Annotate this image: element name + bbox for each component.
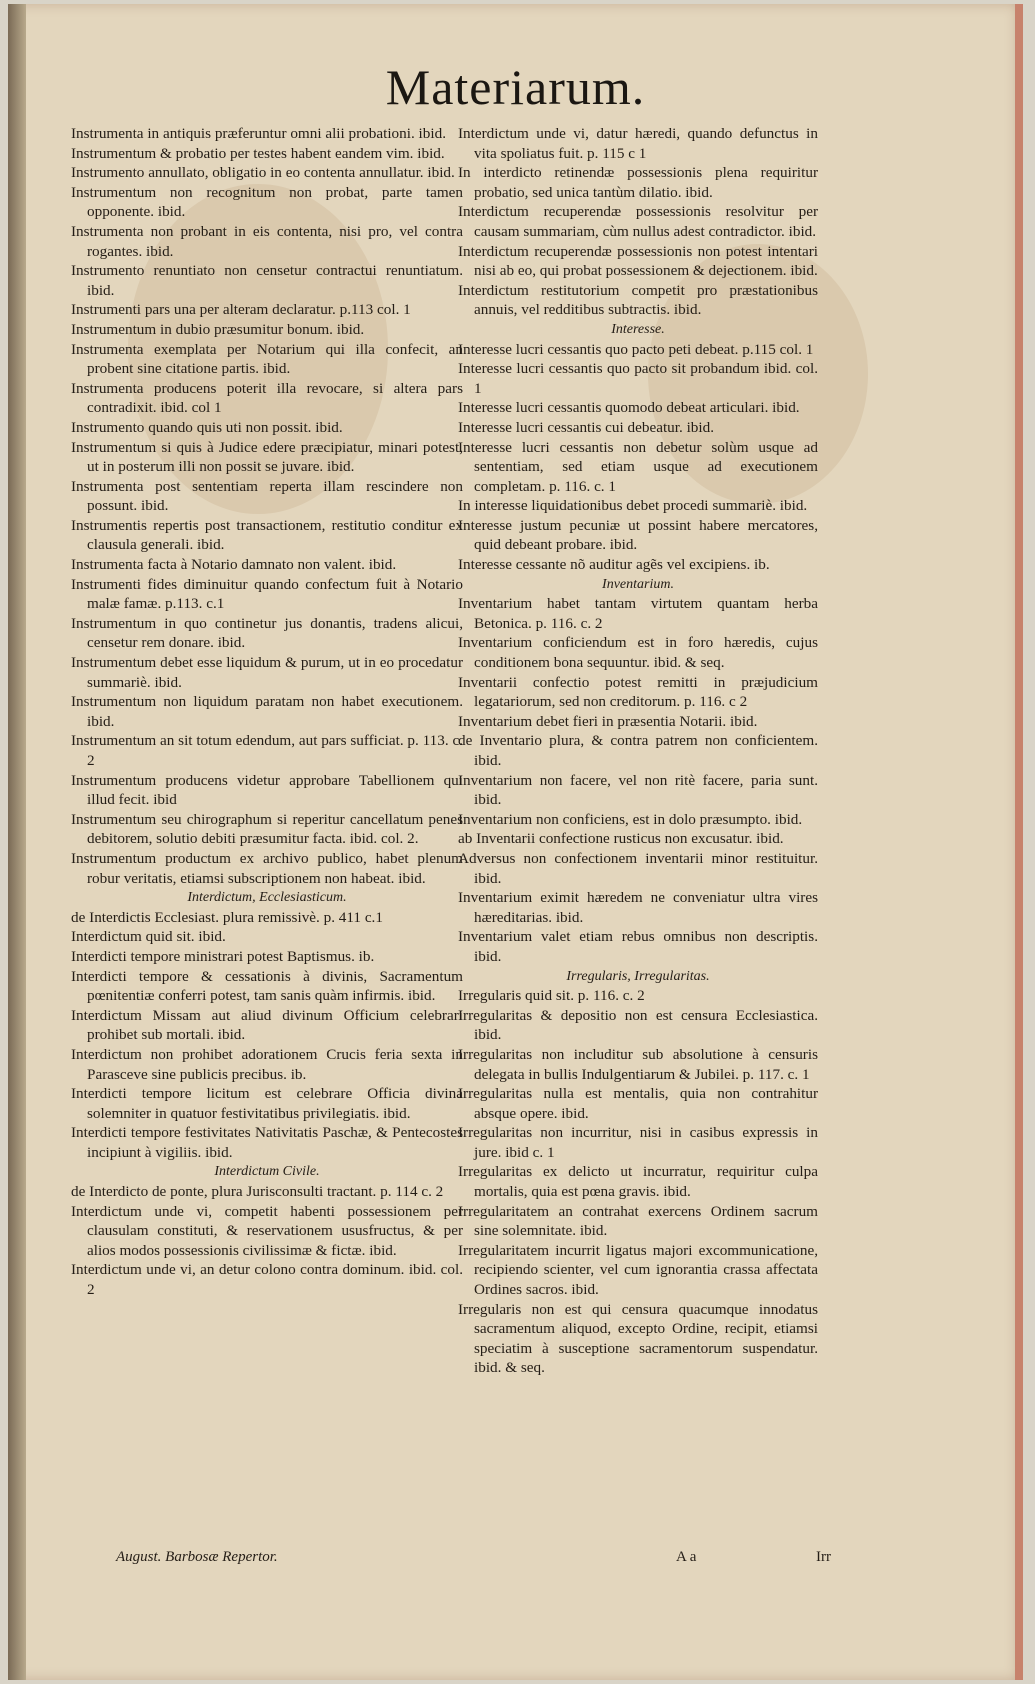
index-entry: Instrumentis repertis post transactionem, restitutio conditur ex clausula generali. ibid.: [71, 516, 463, 554]
index-entry: Instrumentum in dubio præsumitur bonum. ibid.: [71, 320, 365, 338]
book-page: [8, 4, 1023, 1680]
right-column: [458, 124, 818, 1378]
index-entry: Irregularis non est qui censura quacumque innodatus sacramentum aliquod, excepto Ordine, recipit, etiamsi speciatim à susceptione sacramentorum suspendatur. ibid. & seq.: [458, 1300, 818, 1377]
index-entry: Instrumenta post sententiam reperta illam rescindere non possunt. ibid.: [71, 477, 463, 515]
catchword-author: August. Barbosæ Repertor.: [116, 1549, 278, 1565]
index-entry: de Interdictis Ecclesiast. plura remissivè. p. 411 c.1: [71, 908, 383, 926]
section-heading: Inventarium.: [602, 576, 674, 592]
index-entry: Instrumenti fides diminuitur quando confectum fuit à Notario malæ famæ. p.113. c.1: [71, 575, 463, 613]
index-entry: Instrumentum seu chirographum si reperitur cancellatum penes debitorem, solutio debiti præsumitur facta. ibid. col. 2.: [71, 810, 463, 848]
index-entry: ab Inventarii confectione rusticus non excusatur. ibid.: [458, 830, 784, 848]
index-entry: Interdictum recuperendæ possessionis non potest intentari nisi ab eo, qui probat possessionem & dejectionem. ibid.: [458, 242, 818, 280]
index-entry: Interdictum non prohibet adorationem Crucis feria sexta in Parasceve sine publicis precibus. ib.: [71, 1045, 463, 1083]
index-entry: Interdictum unde vi, competit habenti possessionem per clausulam constituti, & reservationem ususfructus, & per alios modos possessionis civilissimæ & fictæ. ibid.: [71, 1202, 463, 1259]
index-entry: Interesse justum pecuniæ ut possint habere mercatores, quid debeant probare. ibid.: [458, 516, 818, 554]
index-entry: Irregularitas & depositio non est censura Ecclesiastica. ibid.: [458, 1006, 818, 1044]
index-entry: Interdicti tempore licitum est celebrare Officia divina solemniter in quatuor festivitatibus privilegiatis. ibid.: [71, 1085, 463, 1122]
index-entry: Interdictum unde vi, datur hæredi, quando defunctus in vita spoliatus fuit. p. 115 c 1: [458, 125, 818, 162]
index-entry: Inventarium conficiendum est in foro hæredis, cujus conditionem bona sequuntur. ibid. & seq.: [458, 634, 818, 672]
index-entry: Interdictum recuperendæ possessionis resolvitur per causam summariam, cùm nullus adest contradictor. ibid.: [458, 203, 818, 240]
index-entry: Instrumentum non recognitum non probat, parte tamen opponente. ibid.: [71, 183, 463, 221]
index-entry: Interesse cessante nõ auditur agẽs vel excipiens. ib.: [458, 556, 770, 574]
index-entry: In interdicto retinendæ possessionis plena requiritur probatio, sed unica tantùm dilatio. ibid.: [458, 164, 818, 201]
index-entry: Interesse lucri cessantis quomodo debeat articulari. ibid.: [458, 399, 800, 417]
page-edge: [1015, 4, 1023, 1680]
index-entry: Irregularitas non includitur sub absolutione à censuris delegata in bullis Indulgentiarum & Jubilei. p. 117. c. 1: [458, 1045, 818, 1083]
section-heading: Interesse.: [611, 321, 665, 337]
index-entry: Instrumentum productum ex archivo publico, habet plenum robur veritatis, etiamsi subscriptionem non habeat. ibid.: [71, 849, 463, 887]
index-entry: Irregularitatem an contrahat exercens Ordinem sacrum sine solemnitate. ibid.: [458, 1202, 818, 1240]
signature-mark: A a: [676, 1549, 697, 1565]
page-title: Materiarum.: [385, 59, 646, 115]
index-entry: Instrumentum producens videtur approbare Tabellionem qui illud fecit. ibid: [71, 771, 463, 809]
index-entry: Irregularitas nulla est mentalis, quia non contrahitur absque opere. ibid.: [458, 1085, 818, 1122]
index-entry: Inventarium debet fieri in præsentia Notarii. ibid.: [458, 712, 758, 730]
index-entry: de Inventario plura, & contra patrem non conficientem. ibid.: [458, 732, 818, 769]
index-entry: Interesse lucri cessantis quo pacto sit probandum ibid. col. 1: [458, 360, 818, 397]
section-heading: Interdictum, Ecclesiasticum.: [187, 890, 347, 906]
index-entry: Instrumentum debet esse liquidum & purum, ut in eo procedatur summariè. ibid.: [71, 654, 463, 691]
index-entry: Irregularis quid sit. p. 116. c. 2: [458, 987, 645, 1005]
index-entry: Inventarium valet etiam rebus omnibus non descriptis. ibid.: [458, 928, 818, 965]
catchword: Irr: [816, 1549, 831, 1565]
index-entry: Instrumento quando quis uti non possit. ibid.: [71, 418, 343, 436]
index-entry: Instrumentum in quo continetur jus donantis, tradens alicui, censetur rem donare. ibid.: [71, 614, 463, 652]
index-entry: Instrumenta exemplata per Notarium qui illa confecit, an probent sine citatione partis. ibid.: [71, 340, 463, 378]
index-entry: Instrumenta facta à Notario damnato non valent. ibid.: [71, 556, 397, 574]
index-entry: In interesse liquidationibus debet procedi summariè. ibid.: [458, 497, 808, 515]
index-entry: Interesse lucri cessantis quo pacto peti debeat. p.115 col. 1: [458, 340, 814, 358]
index-entry: Interdictum unde vi, an detur colono contra dominum. ibid. col. 2: [71, 1261, 463, 1299]
index-entry: Inventarii confectio potest remitti in præjudicium legatariorum, sed non creditorum. p. 116. c 2: [458, 673, 818, 711]
index-entry: Instrumenta non probant in eis contenta, nisi pro, vel contra rogantes. ibid.: [71, 222, 463, 260]
index-entry: Interdicti tempore festivitates Nativitatis Paschæ, & Pentecostes incipiunt à vigiliis. ibid.: [71, 1124, 463, 1161]
index-entry: Inventarium eximit hæredem ne conveniatur ultra vires hæreditarias. ibid.: [458, 889, 818, 926]
section-heading: Irregularis, Irregularitas.: [566, 968, 710, 984]
index-entry: Instrumentum si quis à Judice edere præcipiatur, minari potest, ut in posterum illi non possit se juvare. ibid.: [71, 438, 463, 476]
index-entry: Interdicti tempore ministrari potest Baptismus. ib.: [71, 947, 375, 965]
index-entry: Inventarium non facere, vel non ritè facere, paria sunt. ibid.: [458, 771, 818, 809]
index-entry: Instrumento annullato, obligatio in eo contenta annullatur. ibid.: [71, 164, 455, 182]
index-entry: Irregularitatem incurrit ligatus majori excommunicatione, recipiendo scienter, vel cum ignorantia crassa affectata Ordines sacros. ibid.: [458, 1241, 818, 1299]
index-entry: Instrumentum & probatio per testes habent eandem vim. ibid.: [71, 144, 445, 162]
index-entry: Interdictum Missam aut aliud divinum Officium celebrari prohibet sub mortali. ibid.: [71, 1006, 463, 1044]
index-entry: de Interdicto de ponte, plura Jurisconsulti tractant. p. 114 c. 2: [71, 1183, 444, 1201]
index-entry: Inventarium non conficiens, est in dolo præsumpto. ibid.: [458, 810, 803, 828]
section-heading: Interdictum Civile.: [214, 1164, 320, 1180]
page-binding: [8, 4, 26, 1680]
index-entry: Interdictum restitutorium competit pro præstationibus annuis, vel redditibus subtractis. ibid.: [458, 281, 818, 319]
index-entry: Interdicti tempore & cessationis à divinis, Sacramentum pœnitentiæ conferri potest, tam sanis quàm infirmis. ibid.: [71, 967, 463, 1005]
index-entry: Interdictum quid sit. ibid.: [71, 928, 226, 946]
index-entry: Instrumentum an sit totum edendum, aut pars sufficiat. p. 113. c. 2: [71, 732, 463, 769]
index-entry: Instrumenta in antiquis præferuntur omni alii probationi. ibid.: [71, 125, 446, 142]
index-entry: Instrumenta producens poterit illa revocare, si altera pars contradixit. ibid. col 1: [71, 379, 463, 417]
index-entry: Instrumenti pars una per alteram declaratur. p.113 col. 1: [71, 301, 411, 319]
index-entry: Instrumento renuntiato non censetur contractui renuntiatum. ibid.: [71, 262, 463, 299]
index-entry: Irregularitas non incurritur, nisi in casibus expressis in jure. ibid c. 1: [458, 1124, 818, 1161]
left-column: [71, 124, 463, 1300]
index-entry: Interesse lucri cessantis non debetur solùm usque ad sententiam, sed etiam usque ad executionem completam. p. 116. c. 1: [458, 438, 818, 495]
index-entry: Adversus non confectionem inventarii minor restituitur. ibid.: [458, 849, 818, 887]
index-entry: Interesse lucri cessantis cui debeatur. ibid.: [458, 418, 714, 436]
index-entry: Inventarium habet tantam virtutem quantam herba Betonica. p. 116. c. 2: [458, 595, 818, 632]
index-entry: Irregularitas ex delicto ut incurratur, requiritur culpa mortalis, quia est pœna gravis. ibid.: [458, 1163, 818, 1201]
index-entry: Instrumentum non liquidum paratam non habet executionem. ibid.: [71, 693, 463, 730]
